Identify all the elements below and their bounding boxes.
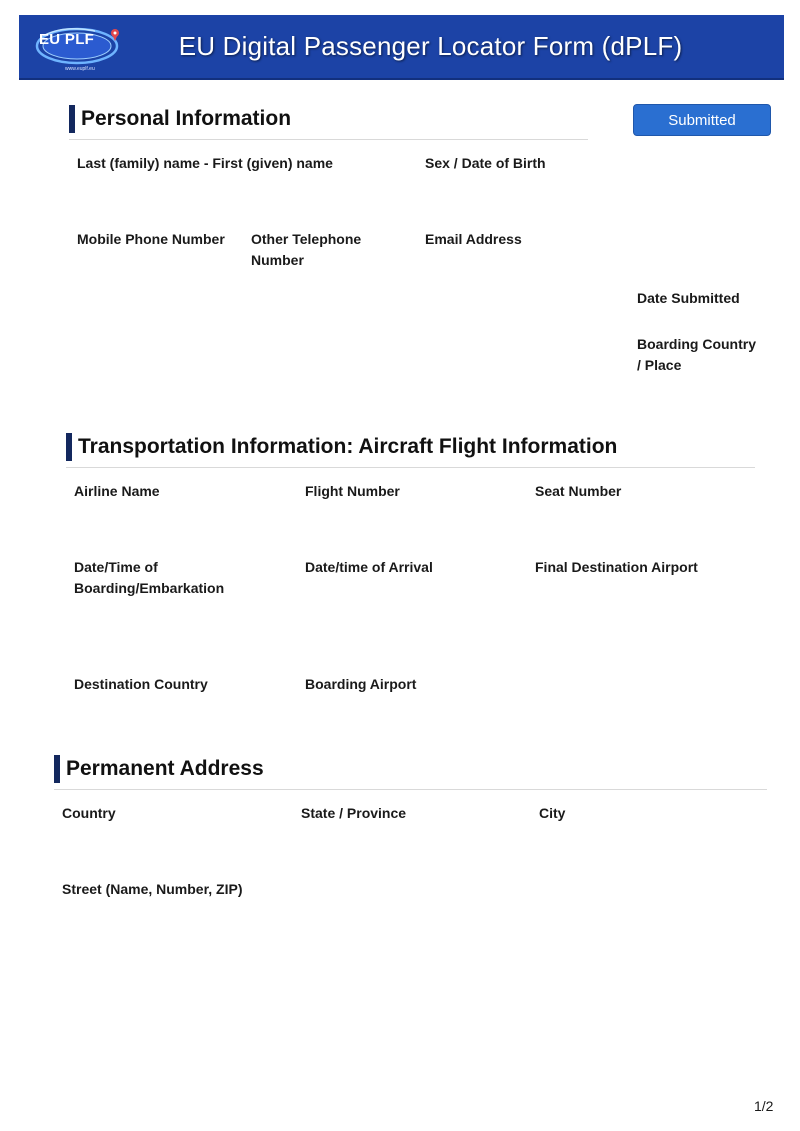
date-submitted-label: Date Submitted — [637, 290, 740, 306]
sex-dob-label: Sex / Date of Birth — [425, 155, 546, 171]
other-phone-label: Other Telephone Number — [251, 231, 362, 268]
section-transportation-information — [66, 433, 755, 468]
destination-country-label: Destination Country — [74, 676, 208, 692]
boarding-place-label: Boarding Country / Place — [637, 336, 756, 373]
final-destination-airport-label: Final Destination Airport — [535, 559, 698, 575]
section-personal-information — [69, 105, 588, 140]
logo-text: EU PLF — [39, 31, 95, 48]
state-province-label: State / Province — [301, 805, 407, 821]
status-badge: Submitted — [633, 104, 771, 136]
page-number: 1/2 — [754, 1098, 774, 1114]
section-permanent-address — [54, 755, 767, 790]
page-title: EU Digital Passenger Locator Form (dPLF) — [178, 31, 683, 61]
section-marker — [54, 755, 60, 783]
country-label: Country — [62, 805, 116, 821]
header-banner — [19, 15, 784, 80]
street-label: Street (Name, Number, ZIP) — [62, 881, 243, 897]
boarding-airport-label: Boarding Airport — [305, 676, 417, 692]
boarding-time-label: Date/Time of Boarding/Embarkation — [74, 559, 225, 596]
name-label: Last (family) name - First (given) name — [77, 155, 333, 171]
seat-number-label: Seat Number — [535, 483, 622, 499]
section-title: Transportation Information: Aircraft Flight Information — [78, 435, 618, 458]
section-title: Personal Information — [81, 107, 292, 130]
mobile-phone-label: Mobile Phone Number — [77, 231, 225, 247]
section-title: Permanent Address — [66, 757, 264, 780]
section-marker — [69, 105, 75, 133]
email-label: Email Address — [425, 231, 522, 247]
arrival-time-label: Date/time of Arrival — [305, 559, 433, 575]
logo-url: www.euplf.eu — [65, 66, 95, 72]
city-label: City — [539, 805, 566, 821]
flight-number-label: Flight Number — [305, 483, 400, 499]
section-marker — [66, 433, 72, 461]
airline-name-label: Airline Name — [74, 483, 160, 499]
